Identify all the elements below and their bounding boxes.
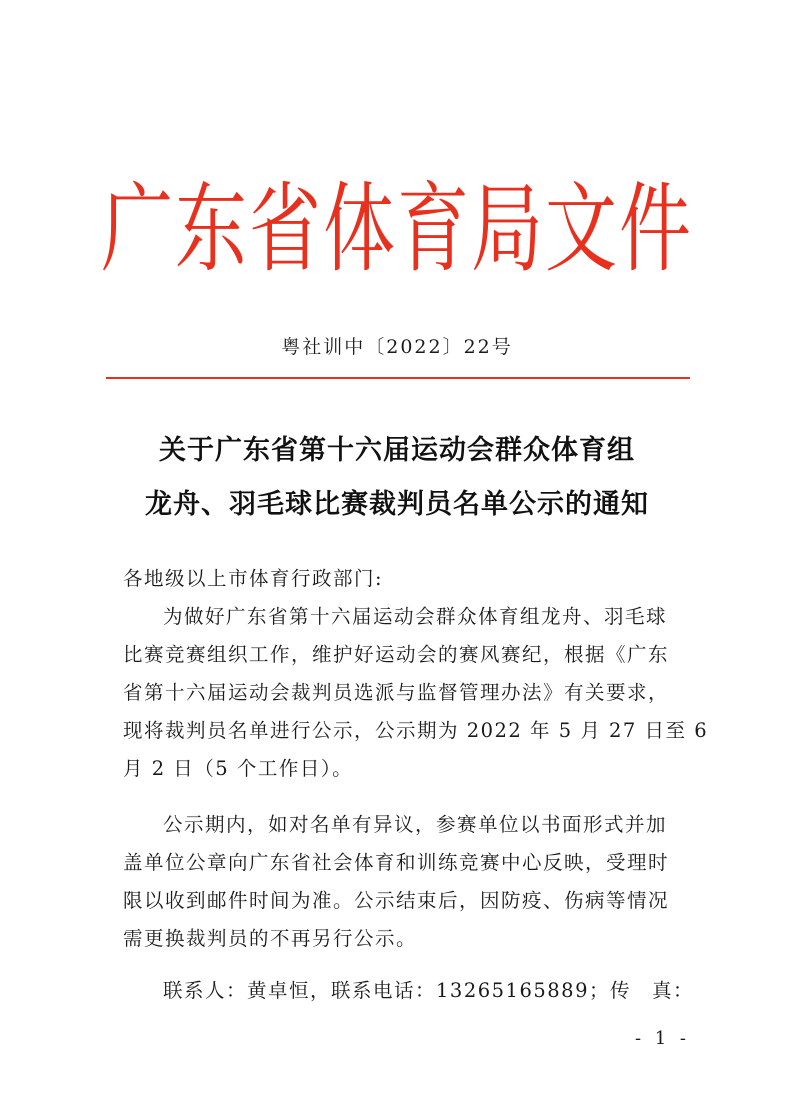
- paragraph-line: 现将裁判员名单进行公示，公示期为 2022 年 5 月 27 日至 6: [123, 719, 709, 742]
- paragraph-line: 比赛竞赛组织工作，维护好运动会的赛风赛纪，根据《广东: [123, 643, 670, 666]
- paragraph-line: 公示期内，如对名单有异议，参赛单位以书面形式并加: [163, 813, 668, 836]
- paragraph-line: 省第十六届运动会裁判员选派与监督管理办法》有关要求，: [123, 681, 670, 704]
- paragraph-3: [123, 972, 694, 1010]
- title-line-2: 龙舟、羽毛球比赛裁判员名单公示的通知: [145, 489, 649, 520]
- document-number: 粤社训中〔2022〕22号: [281, 336, 513, 358]
- paragraph-1: [123, 598, 709, 788]
- page-number: - 1 -: [634, 1028, 690, 1049]
- paragraph-line: 需更换裁判员的不再另行公示。: [123, 927, 418, 950]
- paragraph-2: [123, 806, 683, 958]
- red-separator-line: [106, 377, 690, 379]
- document-masthead: 广东省体育局文件: [100, 171, 693, 286]
- paragraph-line: 为做好广东省第十六届运动会群众体育组龙舟、羽毛球: [163, 605, 668, 628]
- title-line-1: 关于广东省第十六届运动会群众体育组: [159, 435, 635, 466]
- paragraph-line: 月 2 日（5 个工作日）。: [123, 757, 354, 780]
- paragraph-line: 盖单位公章向广东省社会体育和训练竞赛中心反映，受理时: [123, 851, 670, 874]
- paragraph-line: 限以收到邮件时间为准。公示结束后，因防疫、伤病等情况: [123, 889, 670, 912]
- salutation: 各地级以上市体育行政部门:: [123, 567, 384, 590]
- contact-line: 联系人：黄卓恒，联系电话：13265165889；传 真：: [163, 979, 694, 1002]
